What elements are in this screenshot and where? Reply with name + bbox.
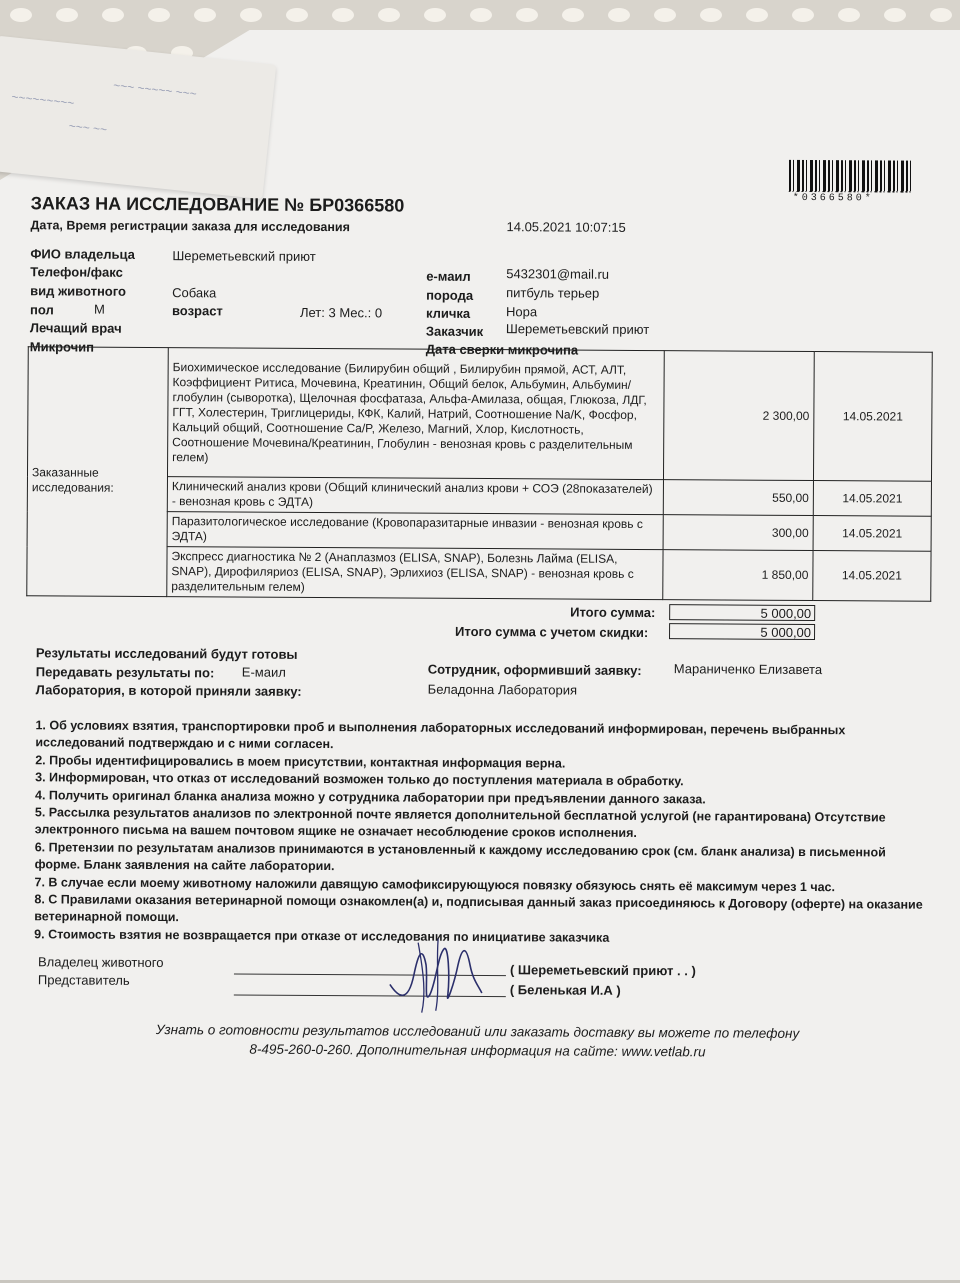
breed-value: питбуль терьер bbox=[506, 285, 600, 301]
list-item: 8. С Правилами оказания ветеринарной помощи ознакомлен(а) и, подписывая данный заказ присоединяюсь к Договору (оферте) на оказание ветеринарной помощи. bbox=[34, 892, 923, 925]
age-label: возраст bbox=[171, 303, 223, 319]
customer-label: Заказчик bbox=[425, 323, 484, 340]
representative-name: ( Беленькая И.А ) bbox=[509, 982, 621, 998]
overlapping-paper-strip: ~~~ ~~~~~ ~~~ ~~~~~~~~~ ~~~ ~~ bbox=[0, 36, 276, 200]
age-value: Лет: 3 Мес.: 0 bbox=[299, 304, 383, 321]
order-description: Биохимическое исследование (Билирубин общий , Билирубин прямой, АСТ, АЛТ, Коэффициент Ритиса, Мочевина, Креатинин, Общий белок, Альбумин, Альбумин/глобулин (сыворотка), Щелочная фосфатаза, Альфа-Амилаза, общая, Глюкоза, ЛДГ, ГГТ, Холестерин, Триглицериды, КФК, Калий, Натрий, Соотношение Na/K, Фосфор, Кальций общий, Соотношение Ca/P, Железо, Магний, Хлор, Кислотность, Соотношение Мочевина/Креатинин, Глобулин - венозная кровь с разделительным гелем) bbox=[167, 348, 664, 480]
datetime-label: Дата, Время регистрации заказа для исследования bbox=[30, 218, 350, 235]
owner-signature-label: Владелец животного bbox=[37, 954, 164, 971]
employee-label: Сотрудник, оформивший заявку: bbox=[427, 661, 642, 678]
orders-table bbox=[26, 346, 933, 602]
barcode bbox=[789, 160, 913, 193]
employee-value: Мараниченко Елизавета bbox=[673, 661, 823, 678]
order-description: Экспресс диагностика № 2 (Анаплазмоз (ELISA, SNAP), Болезнь Лайма (ELISA, SNAP), Дирофиляриоз (ELISA, SNAP), Эрлихиоз (ELISA, SNAP) - венозная кровь с разделительным гелем) bbox=[167, 547, 663, 600]
list-item: 5. Рассылка результатов анализов по электронной почте является дополнительной бесплатной услугой (не гарантирована) Отсутствие электронного письма на вашем почтовом ящике не означает несоблюдение сроков исполнения. bbox=[34, 805, 886, 841]
species-label: вид животного bbox=[30, 283, 127, 299]
order-date: 14.05.2021 bbox=[813, 481, 931, 517]
order-description: Клинический анализ крови (Общий клинический анализ крови + СОЭ (28показателей) - венозная кровь с ЭДТА) bbox=[167, 477, 663, 515]
owner-label: ФИО владельца bbox=[30, 246, 135, 262]
pet-name-label: кличка bbox=[425, 305, 471, 321]
order-price: 550,00 bbox=[663, 480, 813, 516]
microchip-date-label: Дата сверки микрочипа bbox=[425, 341, 579, 358]
footer-line: 8-495-260-0-260. Дополнительная информация на сайте: www.vetlab.ru bbox=[249, 1041, 706, 1060]
order-price: 2 300,00 bbox=[663, 351, 814, 481]
sex-label: пол bbox=[29, 302, 54, 318]
order-description: Паразитологическое исследование (Кровопаразитарные инвазии - венозная кровь с ЭДТА) bbox=[167, 512, 663, 550]
representative-label: Представитель bbox=[37, 972, 130, 988]
send-results-label: Передавать результаты по: bbox=[35, 664, 215, 681]
sex-value: М bbox=[93, 301, 105, 317]
discount-total-label: Итого сумма с учетом скидки: bbox=[455, 623, 649, 641]
phone-label: Телефон/факс bbox=[30, 264, 123, 280]
email-value: 5432301@mail.ru bbox=[506, 266, 610, 282]
lab-value: Беладонна Лаборатория bbox=[427, 681, 578, 698]
handwritten-signature bbox=[378, 934, 488, 1015]
footer-note bbox=[117, 1020, 837, 1062]
customer-value: Шереметьевский приют bbox=[505, 321, 650, 338]
lab-label: Лаборатория, в которой приняли заявку: bbox=[35, 682, 302, 699]
barcode-number: *0366580* bbox=[792, 192, 874, 205]
total-label: Итого сумма: bbox=[570, 604, 656, 621]
discount-total-value: 5 000,00 bbox=[669, 623, 815, 640]
list-item: 7. В случае если моему животному наложили давящую самофиксирующуюся повязку обязуюсь снять её максимум через 1 час. bbox=[34, 874, 836, 894]
breed-label: порода bbox=[426, 287, 474, 303]
document-title: ЗАКАЗ НА ИССЛЕДОВАНИЕ № БР0366580 bbox=[30, 193, 405, 216]
orders-label: Заказанные исследования: bbox=[27, 347, 169, 597]
owner-signature-name: ( Шереметьевский приют . . ) bbox=[509, 962, 696, 979]
terms-list bbox=[34, 717, 925, 949]
list-item: 4. Получить оригинал бланка анализа можно у сотрудника лаборатории при предъявлении данного заказа. bbox=[35, 787, 706, 807]
datetime-value: 14.05.2021 10:07:15 bbox=[506, 219, 626, 235]
order-date: 14.05.2021 bbox=[813, 551, 931, 602]
send-results-value: Е-маил bbox=[241, 664, 286, 680]
results-ready-label: Результаты исследований будут готовы bbox=[35, 645, 298, 662]
species-value: Собака bbox=[172, 285, 217, 301]
list-item: 1. Об условиях взятия, транспортировки проб и выполнения лабораторных исследований информирован, перечень выбранных исследований подтверждаю и с ними согласен. bbox=[35, 718, 846, 752]
list-item: 3. Информирован, что отказ от исследований возможен только до поступления материала в обработку. bbox=[35, 770, 684, 789]
order-date: 14.05.2021 bbox=[813, 352, 932, 482]
table-row bbox=[27, 347, 932, 482]
microchip-label: Микрочип bbox=[29, 339, 95, 355]
doctor-label: Лечащий врач bbox=[29, 320, 122, 336]
list-item: 9. Стоимость взятия не возвращается при отказе от исследования по инициативе заказчика bbox=[34, 927, 610, 945]
order-price: 1 850,00 bbox=[663, 550, 813, 601]
pet-name-value: Нора bbox=[505, 304, 538, 320]
footer-line: Узнать о готовности результатов исследований или заказать доставку вы можете по телефону bbox=[155, 1022, 800, 1041]
order-date: 14.05.2021 bbox=[813, 516, 931, 552]
list-item: 6. Претензии по результатам анализов принимаются в установленный к каждому исследованию срок (см. бланк анализа) в письменной форме. Бланк заявления на сайте лаборатории. bbox=[34, 840, 886, 874]
email-label: е-маил bbox=[426, 268, 471, 284]
list-item: 2. Пробы идентифицировались в моем присутствии, контактная информация верна. bbox=[35, 753, 566, 771]
owner-value: Шереметьевский приют bbox=[172, 248, 316, 264]
total-value: 5 000,00 bbox=[669, 604, 815, 621]
order-price: 300,00 bbox=[663, 515, 813, 551]
